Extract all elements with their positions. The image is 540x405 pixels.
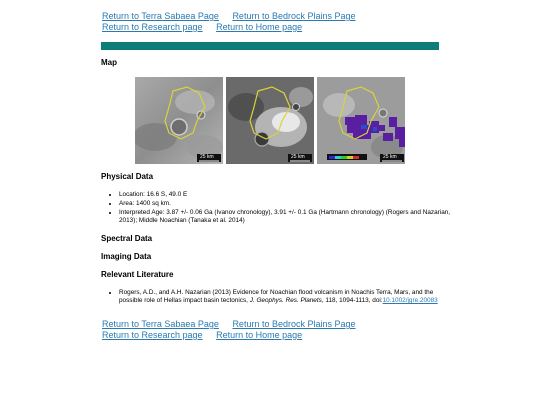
link-research[interactable]: Return to Research page [102,22,203,32]
heading-imaging-data: Imaging Data [101,252,152,261]
heading-spectral-data: Spectral Data [101,234,153,243]
top-nav-row-1 [102,11,367,22]
doi-link[interactable]: 10.1002/jgre.20083 [382,297,438,304]
map-panel-spectral [317,77,405,164]
bottom-nav-row-1 [102,319,367,330]
scale-label-1: 25 km [200,154,214,160]
citation-journal: J. Geophys. Res. Planets [249,297,322,304]
link-home-bottom[interactable]: Return to Home page [216,330,303,340]
scale-label-3: 25 km [383,154,397,160]
heading-map: Map [101,58,117,67]
heading-physical-data: Physical Data [101,172,154,181]
link-home[interactable]: Return to Home page [216,22,303,32]
citation-rogers-nazarian [119,289,451,305]
literature-list [101,289,451,306]
bottom-nav-row-2 [102,330,313,341]
physical-area: • Area: 1400 sq km. [119,200,451,208]
heading-relevant-literature: Relevant Literature [101,270,174,279]
link-terra-sabaea-bottom[interactable]: Return to Terra Sabaea Page [102,319,219,329]
link-bedrock-plains-bottom[interactable]: Return to Bedrock Plains Page [232,319,356,329]
link-research-bottom[interactable]: Return to Research page [102,330,203,340]
map-panel-thermal [226,77,314,164]
top-nav-row-2 [102,22,313,33]
link-bedrock-plains[interactable]: Return to Bedrock Plains Page [232,11,356,21]
map-panel-context [135,77,223,164]
scale-label-2: 25 km [291,154,305,160]
citation-text: Rogers, A.D., and A.H. Nazarian (2013) Evidence for Noachian flood volcanism in Noachis Terra, Mars, and the possible role of Hellas impact basin tectonics, [119,289,434,304]
header-divider-bar [101,42,439,50]
physical-location: • Location: 16.6 S, 49.0 E [119,191,451,199]
map-figure [135,77,406,164]
physical-data-list [101,191,451,226]
link-terra-sabaea[interactable]: Return to Terra Sabaea Page [102,11,219,21]
citation-details: , 118, 1094-1113, doi: [321,297,383,304]
physical-age: • Interpreted Age: 3.87 +/- 0.06 Ga (Ivanov chronology), 3.91 +/- 0.1 Ga (Hartmann chronology) (Rogers and Nazarian, 2013); Middle Noachian (Tanaka et al. 2014) [119,209,451,225]
